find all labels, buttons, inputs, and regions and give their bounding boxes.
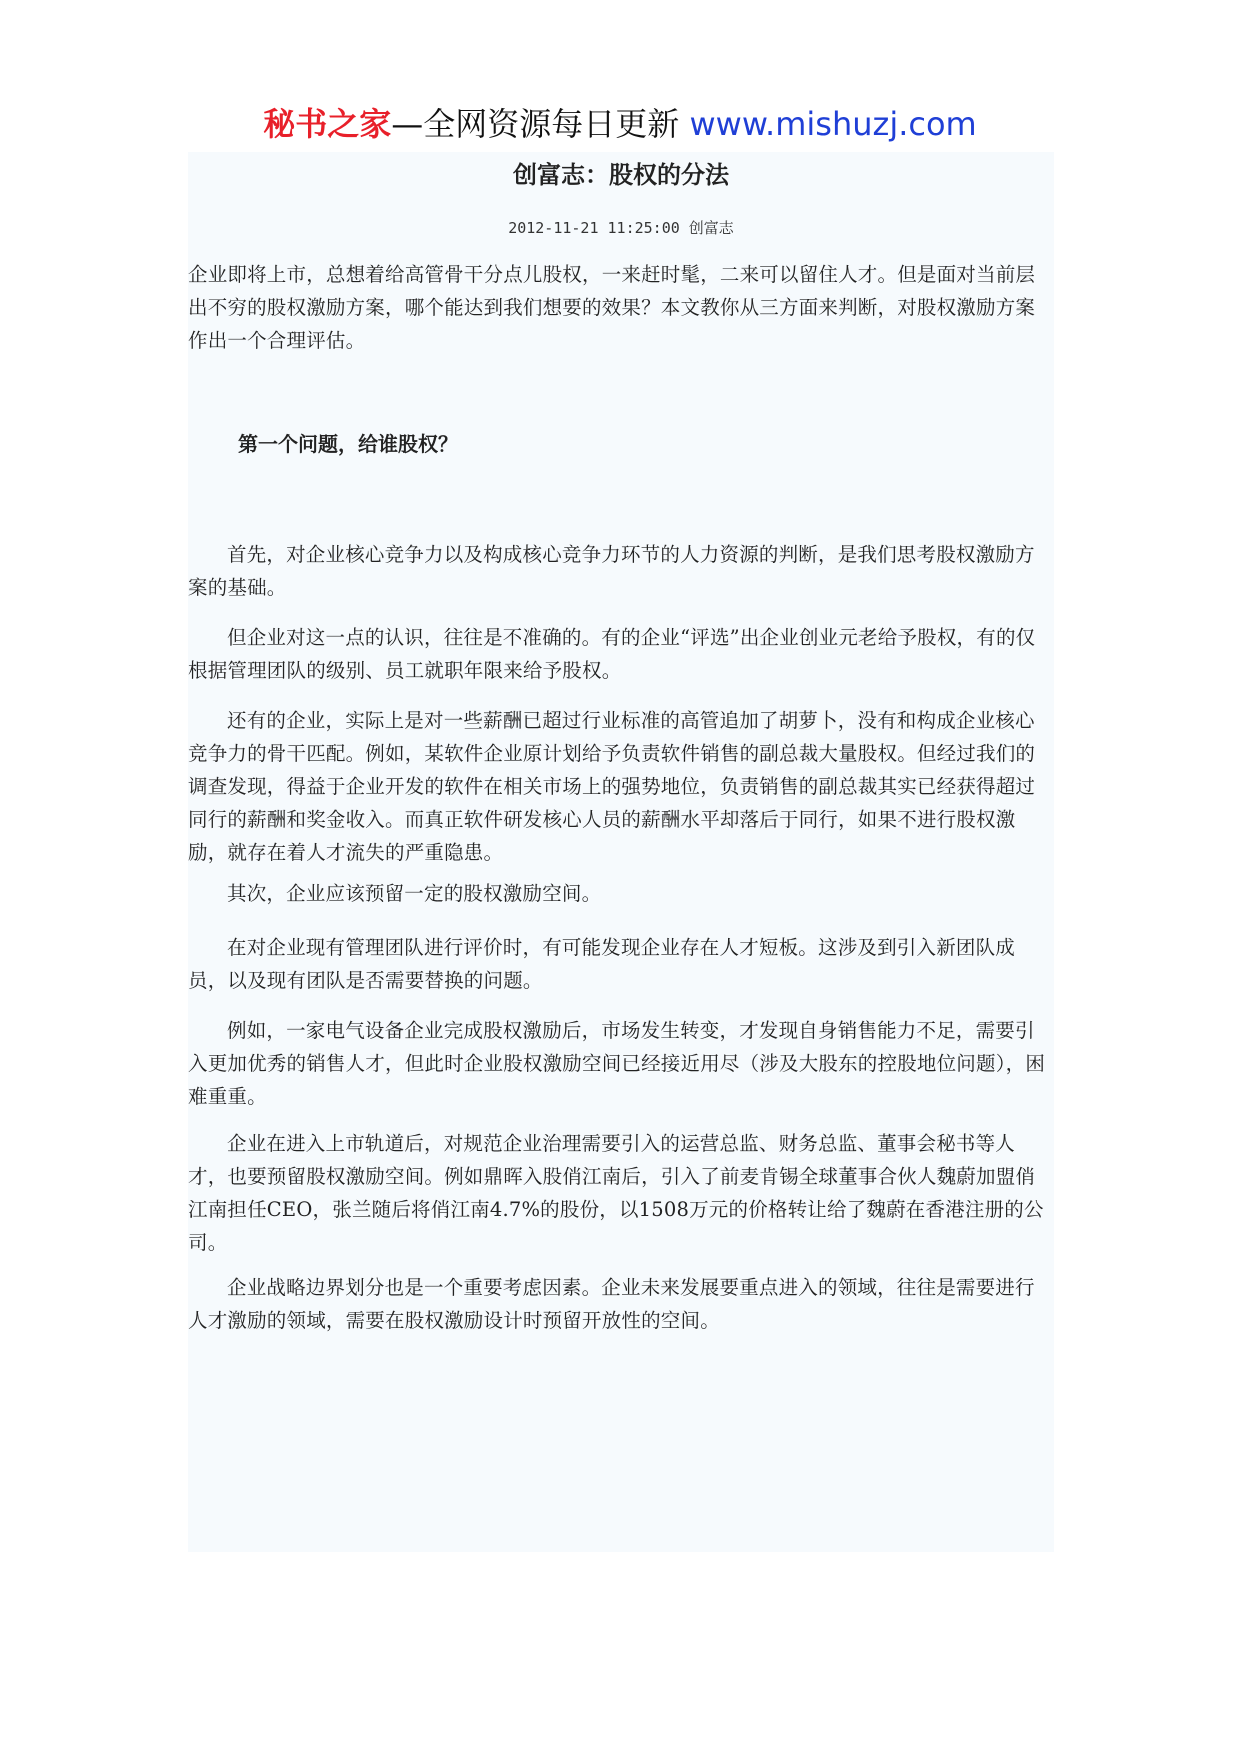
article-paragraph-7: 企业在进入上市轨道后，对规范企业治理需要引入的运营总监、财务总监、董事会秘书等人才，也要预留股权激励空间。例如鼎晖入股俏江南后，引入了前麦肯锡全球董事合伙人魏蔚加盟俏江南担任CEO，张兰随后将俏江南4.7%的股份，以1508万元的价格转让给了魏蔚在香港注册的公司。	[188, 1132, 1044, 1254]
article-paragraph-4: 其次，企业应该预留一定的股权激励空间。	[227, 882, 602, 905]
article-paragraph-2: 但企业对这一点的认识，往往是不准确的。有的企业“评选”出企业创业元老给予股权，有的仅根据管理团队的级别、员工就职年限来给予股权。	[188, 626, 1036, 682]
article-meta: 2012-11-21 11:25:00 创富志	[508, 219, 734, 237]
article-intro: 企业即将上市，总想着给高管骨干分点儿股权，一来赶时髦，二来可以留住人才。但是面对当前层出不穷的股权激励方案，哪个能达到我们想要的效果？本文教你从三方面来判断，对股权激励方案作出一个合理评估。	[188, 263, 1036, 352]
banner-tagline: —全网资源每日更新	[391, 105, 680, 143]
article-paragraph-6: 例如，一家电气设备企业完成股权激励后，市场发生转变，才发现自身销售能力不足，需要引入更加优秀的销售人才，但此时企业股权激励空间已经接近用尽（涉及大股东的控股地位问题），困难重重。	[188, 1019, 1046, 1108]
banner-brand: 秘书之家	[263, 105, 392, 143]
banner-url[interactable]: www.mishuzj.com	[689, 105, 977, 143]
article-title: 创富志：股权的分法	[513, 160, 729, 189]
article-paragraph-1: 首先，对企业核心竞争力以及构成核心竞争力环节的人力资源的判断，是我们思考股权激励方案的基础。	[188, 543, 1035, 599]
article-paragraph-3: 还有的企业，实际上是对一些薪酬已超过行业标准的高管追加了胡萝卜，没有和构成企业核心竞争力的骨干匹配。例如，某软件企业原计划给予负责软件销售的副总裁大量股权。但经过我们的调查发现，得益于企业开发的软件在相关市场上的强势地位，负责销售的副总裁其实已经获得超过同行的薪酬和奖金收入。而真正软件研发核心人员的薪酬水平却落后于同行，如果不进行股权激励，就存在着人才流失的严重隐患。	[188, 709, 1036, 864]
site-banner	[0, 102, 1240, 146]
section-heading: 第一个问题，给谁股权？	[238, 432, 458, 456]
article-paragraph-8: 企业战略边界划分也是一个重要考虑因素。企业未来发展要重点进入的领域，往往是需要进行人才激励的领域，需要在股权激励设计时预留开放性的空间。	[188, 1276, 1035, 1332]
article-paragraph-5: 在对企业现有管理团队进行评价时，有可能发现企业存在人才短板。这涉及到引入新团队成员，以及现有团队是否需要替换的问题。	[188, 936, 1016, 992]
